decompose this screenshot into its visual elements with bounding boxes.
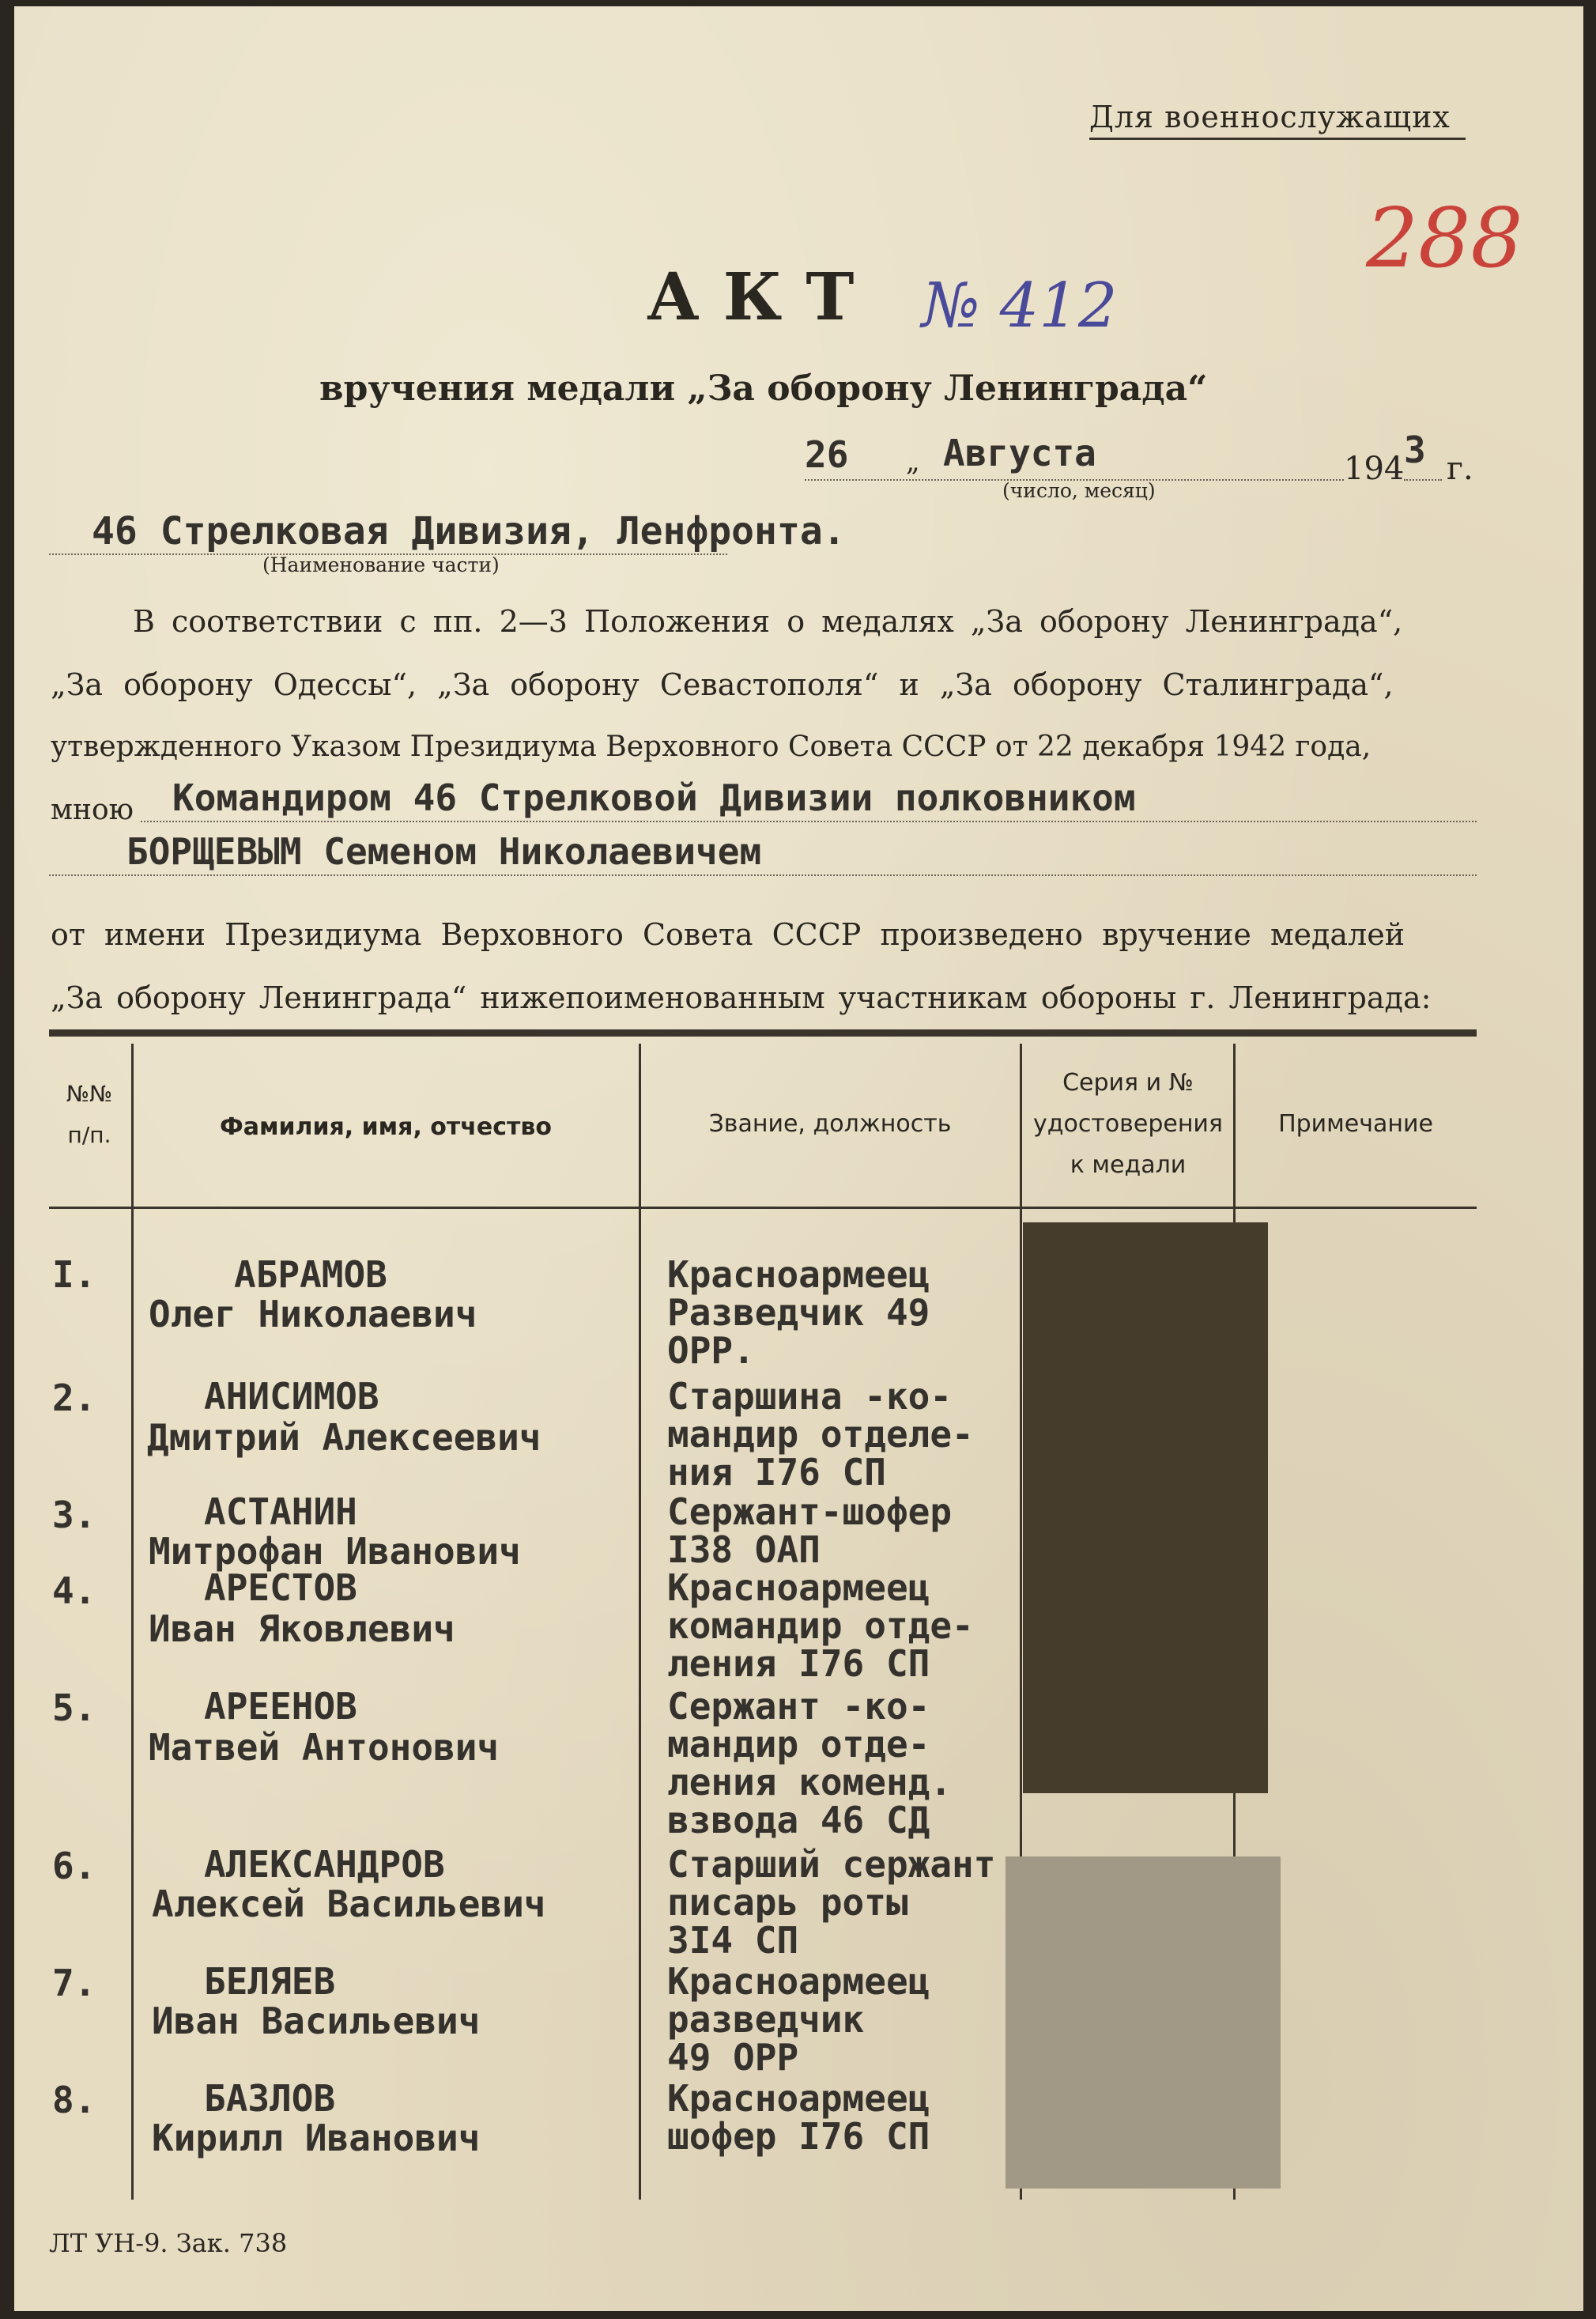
row-8-rank: Красноармеец шофер I76 СП: [667, 2077, 930, 2158]
top-right-label: Для военнослужащих: [1089, 100, 1451, 134]
print-mark: ЛТ УН-9. Зак. 738: [49, 2228, 288, 2258]
row-4-rank: Красноармеец командир отде- ления I76 СП: [667, 1566, 974, 1685]
row-1-given: Олег Николаевич: [149, 1293, 477, 1335]
row-8-num: 8.: [52, 2079, 96, 2121]
table-header-rule: [49, 1207, 1477, 1209]
row-6-rank: Старший сержант писарь роты 3I4 СП: [667, 1843, 996, 1962]
row-2-surname: АНИСИМОВ: [204, 1375, 379, 1418]
row-5-given: Матвей Антонович: [149, 1726, 500, 1769]
archive-number: 288: [1366, 190, 1523, 286]
row-7-given: Иван Васильевич: [152, 2000, 481, 2042]
row-4-given: Иван Яковлевич: [149, 1607, 455, 1650]
row-7-num: 7.: [52, 1962, 96, 2004]
row-6-num: 6.: [52, 1845, 96, 1887]
row-2-given: Дмитрий Алексеевич: [147, 1416, 541, 1459]
row-5-rank: Сержант -ко- мандир отде- ления коменд. взвода 46 СД: [667, 1685, 953, 1841]
row-4-surname: АРЕСТОВ: [204, 1566, 357, 1609]
table-divider-1: [131, 1044, 134, 2200]
presenter-line-1: Командиром 46 Стрелковой Дивизии полковником: [172, 776, 1136, 819]
body-line-5: „За оборону Ленинграда“ нижепоименованным участникам обороны г. Ленинграда:: [51, 980, 1432, 1015]
row-3-surname: АСТАНИН: [204, 1490, 357, 1533]
header-note: Примечание: [1278, 1110, 1433, 1138]
row-6-given: Алексей Васильевич: [152, 1883, 546, 1925]
body-line-1: В соответствии с пп. 2—3 Положения о медалях „За оборону Ленинграда“,: [133, 604, 1403, 639]
page-title: АКТ: [647, 259, 878, 335]
header-rank: Звание, должность: [708, 1110, 952, 1138]
row-5-num: 5.: [52, 1686, 96, 1729]
date-caption: (число, месяц): [1002, 479, 1156, 502]
row-8-surname: БАЗЛОВ: [204, 2077, 336, 2120]
row-1-surname: АБРАМОВ: [234, 1253, 387, 1296]
presenter-dotted-line-1: [141, 821, 1477, 822]
row-7-rank: Красноармеец разведчик 49 ОРР: [667, 1960, 930, 2079]
header-serial: Серия и № удостоверения к медали: [1033, 1069, 1223, 1179]
redaction-block-light: [1006, 1856, 1281, 2189]
row-5-surname: АРЕЕНОВ: [204, 1685, 357, 1728]
row-3-given: Митрофан Иванович: [149, 1530, 521, 1573]
subtitle: вручения медали „За оборону Ленинграда“: [319, 368, 1208, 409]
date-month: Августа: [943, 432, 1096, 474]
mnoyu-label: мною: [51, 794, 134, 826]
header-name: Фамилия, имя, отчество: [220, 1113, 552, 1141]
row-1-rank: Красноармеец Разведчик 49 ОРР.: [667, 1253, 930, 1372]
unit-caption: (Наименование части): [262, 553, 500, 576]
row-4-num: 4.: [52, 1569, 96, 1612]
header-num: №№ п/п.: [66, 1081, 113, 1148]
body-line-4: от имени Президиума Верховного Совета СССР произведено вручение медалей: [51, 917, 1405, 952]
year-dotted-line: [1404, 479, 1442, 481]
date-year-unit: г.: [1447, 451, 1473, 487]
body-line-3: утвержденного Указом Президиума Верховного Совета СССР от 22 декабря 1942 года,: [51, 731, 1372, 763]
date-day: 26: [805, 433, 849, 476]
date-year-suffix: 3: [1404, 429, 1426, 471]
date-quote-mark: „: [906, 446, 920, 478]
act-number: № 412: [922, 270, 1118, 342]
top-right-underline: [1089, 138, 1466, 140]
document-page: [14, 6, 1583, 2311]
presenter-dotted-line-2: [49, 874, 1477, 876]
table-divider-2: [639, 1044, 641, 2200]
row-1-num: I.: [52, 1253, 96, 1296]
row-3-rank: Сержант-шофер I38 ОАП: [667, 1490, 953, 1571]
redaction-block-dark: [1023, 1222, 1268, 1793]
row-2-rank: Старшина -ко- мандир отделе- ния I76 СП: [667, 1375, 974, 1494]
row-7-surname: БЕЛЯЕВ: [204, 1960, 336, 2003]
date-year-prefix: 194: [1344, 451, 1405, 487]
presenter-line-2: БОРЩЕВЫМ Семеном Николаевичем: [126, 830, 762, 873]
row-3-num: 3.: [52, 1494, 96, 1536]
unit-name: 46 Стрелковая Дивизия, Ленфронта.: [92, 509, 846, 553]
row-6-surname: АЛЕКСАНДРОВ: [204, 1843, 445, 1886]
row-8-given: Кирилл Иванович: [152, 2117, 481, 2159]
table-top-rule: [49, 1029, 1477, 1037]
body-line-2: „За оборону Одессы“, „За оборону Севастополя“ и „За оборону Сталинграда“,: [51, 667, 1394, 702]
row-2-num: 2.: [52, 1377, 96, 1419]
